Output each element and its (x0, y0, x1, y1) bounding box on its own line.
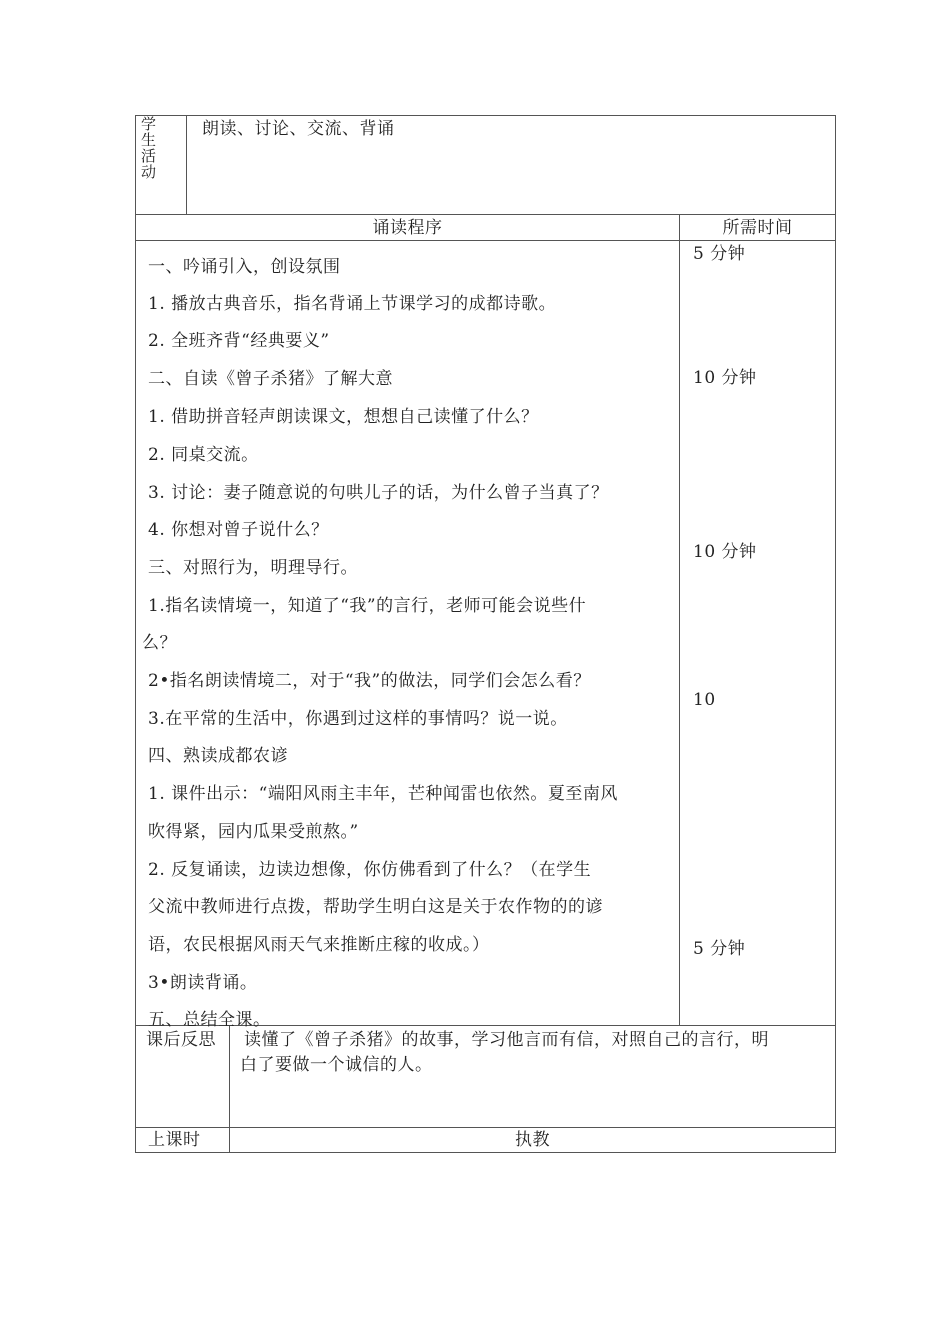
class-time-label: 上课时 (148, 1130, 201, 1150)
activity-label-divider (186, 115, 187, 215)
procedure-line: 二、自读《曾子杀猪》了解大意 (148, 369, 393, 389)
procedure-line: 1. 课件出示：“端阳风雨主丰年，芒种闻雷也依然。夏至南风 (148, 784, 618, 804)
procedure-line: 4. 你想对曾子说什么？ (148, 520, 329, 540)
reflection-line-2: 白了要做一个诚信的人。 (240, 1055, 433, 1075)
procedure-line: 父流中教师进行点拨，帮助学生明白这是关于农作物的的谚 (148, 897, 603, 917)
procedure-line: 1.指名读情境一，知道了“我”的言行，老师可能会说些什 (148, 596, 587, 616)
procedure-line: 2. 全班齐背“经典要义” (148, 331, 330, 351)
table-left-border (135, 115, 136, 1153)
procedure-line: 五、总结全课。 (148, 1010, 271, 1030)
reflection-label: 课后反思 (146, 1030, 216, 1050)
procedure-line: 2. 同桌交流。 (148, 445, 259, 465)
student-activity-content: 朗读、讨论、交流、背诵 (202, 119, 395, 139)
procedure-line: 1. 借助拼音轻声朗读课文，想想自己读懂了什么？ (148, 407, 539, 427)
time-column-divider (679, 214, 680, 1026)
table-right-border (835, 115, 836, 1153)
time-value: 10 (693, 690, 716, 710)
procedure-line: 3.在平常的生活中，你遇到过这样的事情吗？说一说。 (148, 709, 568, 729)
time-value: 5 分钟 (693, 939, 746, 959)
procedure-line: 2. 反复诵读，边读边想像，你仿佛看到了什么？（在学生 (148, 860, 592, 880)
time-value: 5 分钟 (693, 244, 746, 264)
procedure-line: 3. 讨论：妻子随意说的句哄儿子的话，为什么曾子当真了？ (148, 483, 609, 503)
procedure-line: 吹得紧，园内瓜果受煎熬。” (148, 822, 359, 842)
reflection-line-1: 读懂了《曾子杀猪》的故事，学习他言而有信，对照自己的言行，明 (244, 1030, 769, 1050)
row-divider-1 (135, 214, 836, 215)
table-top-border (135, 115, 836, 116)
time-value: 10 分钟 (693, 542, 757, 562)
procedure-line: 么？ (142, 633, 177, 653)
time-value: 10 分钟 (693, 368, 757, 388)
procedure-line: 1. 播放古典音乐，指名背诵上节课学习的成都诗歌。 (148, 294, 557, 314)
table-bottom-border (135, 1152, 836, 1153)
procedure-line: 四、熟读成都农谚 (148, 746, 288, 766)
procedure-header: 诵读程序 (372, 218, 443, 238)
student-activity-label: 学生活动 (141, 115, 157, 181)
row-divider-4 (135, 1127, 836, 1128)
procedure-line: 语，农民根据风雨天气来推断庄稼的收成。） (148, 935, 490, 955)
time-header: 所需时间 (722, 218, 793, 238)
procedure-line: 一、吟诵引入，创设氛围 (148, 257, 341, 277)
row-divider-2 (135, 240, 836, 241)
procedure-line: 3•朗读背诵。 (148, 973, 258, 993)
procedure-line: 三、对照行为，明理导行。 (148, 558, 358, 578)
procedure-line: 2•指名朗读情境二，对于“我”的做法，同学们会怎么看？ (148, 671, 591, 691)
teacher-label: 执教 (515, 1130, 550, 1150)
